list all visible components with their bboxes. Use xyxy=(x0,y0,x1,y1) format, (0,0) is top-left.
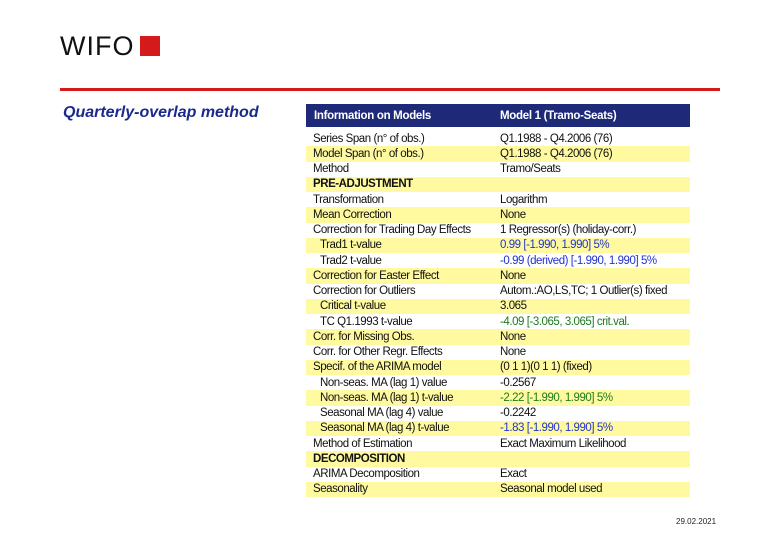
table-row xyxy=(306,421,690,436)
table-row xyxy=(306,375,690,390)
row-value: Q1.1988 - Q4.2006 (76) xyxy=(500,132,613,145)
row-value: Q1.1988 - Q4.2006 (76) xyxy=(500,147,613,160)
row-value: -2.22 [-1.990, 1.990] 5% xyxy=(500,391,613,404)
table-row xyxy=(306,467,690,482)
row-value: None xyxy=(500,346,526,359)
row-label: DECOMPOSITION xyxy=(313,452,405,465)
row-value: Logarithm xyxy=(500,193,548,206)
wifo-logo xyxy=(60,31,160,61)
row-value: 0.99 [-1.990, 1.990] 5% xyxy=(500,239,610,252)
table-row xyxy=(306,162,690,177)
table-row xyxy=(306,192,690,207)
table-row xyxy=(306,146,690,161)
row-label: PRE-ADJUSTMENT xyxy=(313,178,413,191)
logo-text: WIFO xyxy=(60,31,135,61)
row-value: None xyxy=(500,330,526,343)
row-value: -1.83 [-1.990, 1.990] 5% xyxy=(500,422,613,435)
table-row xyxy=(306,284,690,299)
row-label: ARIMA Decomposition xyxy=(313,468,420,481)
row-label: Method xyxy=(313,163,349,176)
row-label: Seasonal MA (lag 4) value xyxy=(320,407,443,420)
row-value: Exact xyxy=(500,468,527,481)
table-row xyxy=(306,406,690,421)
row-value: None xyxy=(500,269,526,282)
model-info-table xyxy=(306,104,690,497)
table-row xyxy=(306,360,690,375)
table-row xyxy=(306,482,690,497)
row-value: -0.2242 xyxy=(500,407,536,420)
table-row xyxy=(306,314,690,329)
row-value: Autom.:AO,LS,TC; 1 Outlier(s) fixed xyxy=(500,285,668,298)
table-row xyxy=(306,345,690,360)
row-label: Corr. for Other Regr. Effects xyxy=(313,346,443,359)
row-label: Specif. of the ARIMA model xyxy=(313,361,442,374)
table-row xyxy=(306,238,690,253)
table-row xyxy=(306,299,690,314)
logo-square-icon xyxy=(140,36,160,56)
row-label: Method of Estimation xyxy=(313,437,413,450)
row-value: 3.065 xyxy=(500,300,527,313)
table-row xyxy=(306,207,690,222)
row-value: Exact Maximum Likelihood xyxy=(500,437,626,450)
header-divider xyxy=(60,88,720,91)
table-body xyxy=(306,131,690,497)
row-label: Critical t-value xyxy=(320,300,386,313)
table-row xyxy=(306,253,690,268)
row-label: Correction for Outliers xyxy=(313,285,416,298)
header-cell-model: Model 1 (Tramo-Seats) xyxy=(500,109,617,122)
row-value: None xyxy=(500,208,526,221)
table-row xyxy=(306,436,690,451)
row-label: Correction for Trading Day Effects xyxy=(313,224,471,237)
slide-date: 29.02.2021 xyxy=(676,517,717,526)
row-value: (0 1 1)(0 1 1) (fixed) xyxy=(500,361,592,374)
table-row xyxy=(306,329,690,344)
slide-title: Quarterly-overlap method xyxy=(63,104,259,121)
row-label: Trad2 t-value xyxy=(320,254,382,267)
table-row xyxy=(306,390,690,405)
row-value: -4.09 [-3.065, 3.065] crit.val. xyxy=(500,315,630,328)
row-label: Seasonality xyxy=(313,483,368,496)
row-value: 1 Regressor(s) (holiday-corr.) xyxy=(500,224,637,237)
table-row xyxy=(306,268,690,283)
header-cell-info: Information on Models xyxy=(314,109,431,122)
row-label: Mean Correction xyxy=(313,208,392,221)
table-row xyxy=(306,451,690,466)
row-label: Correction for Easter Effect xyxy=(313,269,439,282)
row-value: -0.2567 xyxy=(500,376,536,389)
table-header xyxy=(306,104,690,127)
table-row xyxy=(306,131,690,146)
row-label: Corr. for Missing Obs. xyxy=(313,330,415,343)
row-label: Seasonal MA (lag 4) t-value xyxy=(320,422,450,435)
row-label: TC Q1.1993 t-value xyxy=(320,315,413,328)
row-value: -0.99 (derived) [-1.990, 1.990] 5% xyxy=(500,254,657,267)
row-label: Non-seas. MA (lag 1) t-value xyxy=(320,391,454,404)
row-label: Series Span (n° of obs.) xyxy=(313,132,425,145)
row-label: Model Span (n° of obs.) xyxy=(313,147,424,160)
row-value: Tramo/Seats xyxy=(500,163,561,176)
row-value: Seasonal model used xyxy=(500,483,603,496)
table-row xyxy=(306,223,690,238)
row-label: Trad1 t-value xyxy=(320,239,382,252)
table-row xyxy=(306,177,690,192)
row-label: Transformation xyxy=(313,193,384,206)
row-label: Non-seas. MA (lag 1) value xyxy=(320,376,448,389)
